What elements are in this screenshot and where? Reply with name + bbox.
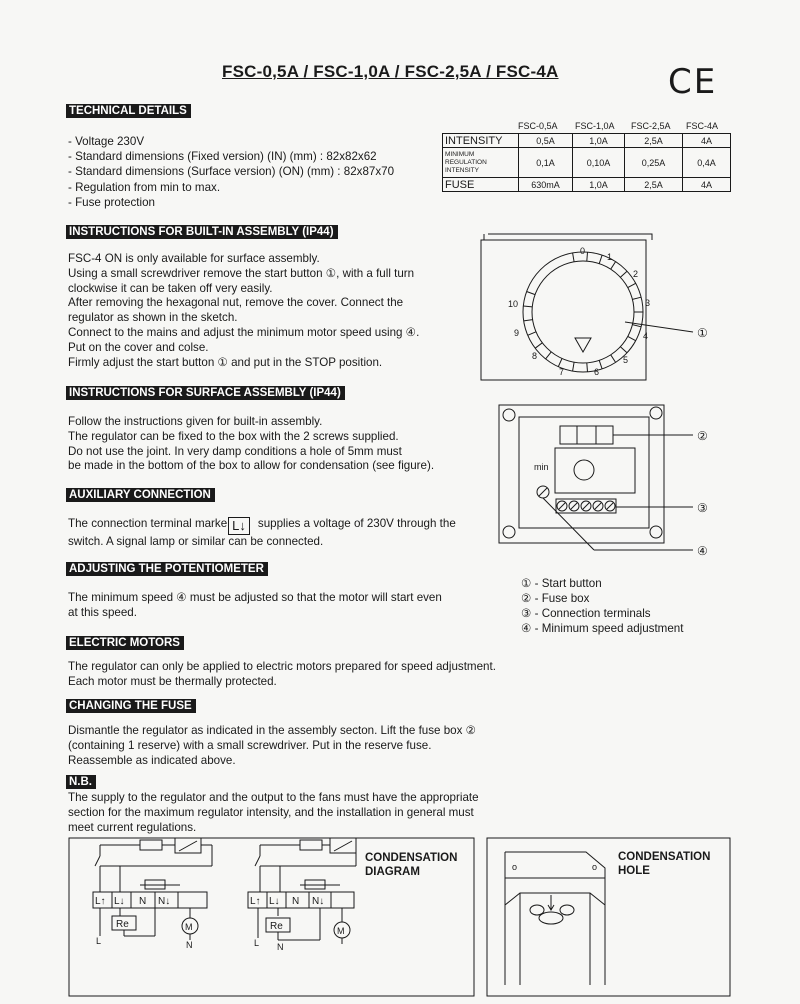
min-label: min bbox=[534, 462, 549, 472]
terminal-label: L↓ bbox=[269, 896, 280, 907]
column-header: FSC-4A bbox=[686, 121, 719, 131]
dial-tick bbox=[528, 332, 536, 336]
text-line: Do not use the joint. In very damp conditions a hole of 5mm must bbox=[68, 444, 402, 458]
terminal-letter: L bbox=[232, 518, 240, 533]
column-header: FSC-0,5A bbox=[518, 121, 558, 131]
table-cell: 4A bbox=[683, 178, 731, 192]
regulator-board-diagram bbox=[499, 405, 693, 550]
wiring-diagram-a bbox=[93, 838, 212, 940]
screw-slot bbox=[559, 503, 565, 509]
table-cell: 2,5A bbox=[625, 134, 683, 148]
spec-item: - Standard dimensions (Surface version) (ON) (mm) : 82x87x70 bbox=[68, 165, 395, 179]
dial-number: 3 bbox=[645, 298, 651, 308]
legend-item: ③ - Connection terminals bbox=[521, 607, 651, 620]
text-line: clockwise it can be taken off very easily. bbox=[68, 281, 273, 295]
spec-item: - Fuse protection bbox=[68, 195, 155, 209]
terminal-label: L↓ bbox=[114, 896, 125, 907]
text-line: Dismantle the regulator as indicated in the assembly secton. Lift the fuse box ② bbox=[68, 724, 477, 737]
dial-tick bbox=[628, 283, 636, 287]
motor-label: M bbox=[337, 926, 345, 936]
table-cell: 630mA bbox=[519, 178, 573, 192]
table-cell: 1,0A bbox=[573, 134, 625, 148]
terminal-label: N bbox=[139, 896, 147, 907]
dial-pointer-icon bbox=[575, 338, 591, 352]
legend-item: ② - Fuse box bbox=[521, 592, 590, 605]
dial-number: 6 bbox=[594, 367, 600, 377]
title-line: CONDENSATION bbox=[618, 851, 711, 863]
ce-mark: CE bbox=[668, 62, 718, 102]
dial-number: 2 bbox=[633, 269, 639, 279]
fuse-symbol bbox=[140, 840, 162, 850]
text-fragment: The connection terminal marke bbox=[68, 517, 228, 530]
text-line: section for the maximum regulator intensity, and the installation in general must bbox=[68, 805, 474, 819]
dial-tick bbox=[632, 297, 641, 299]
screw-hole-icon bbox=[503, 526, 515, 538]
text-line: The regulator can only be applied to electric motors prepared for speed adjustment. bbox=[68, 660, 496, 673]
text-line: switch. A signal lamp or similar can be connected. bbox=[68, 535, 324, 548]
terminal-label: N bbox=[292, 896, 300, 907]
row-label-line: INTENSITY bbox=[445, 166, 479, 174]
relay-label: Re bbox=[270, 921, 283, 932]
terminal-strip bbox=[248, 892, 354, 908]
dial-tick bbox=[611, 355, 616, 363]
arrow-down-icon: ↓ bbox=[239, 518, 246, 533]
screw-slot bbox=[595, 503, 601, 509]
callout-line bbox=[625, 322, 693, 332]
title-line: CONDENSATION bbox=[365, 852, 458, 864]
row-label-line: MINIMUM bbox=[445, 150, 475, 158]
terminal-label: N↓ bbox=[312, 896, 325, 907]
dial-inner-ring bbox=[532, 261, 634, 363]
text-line: (containing 1 reserve) with a small screwdriver. Put in the reserve fuse. bbox=[68, 738, 432, 752]
title-line: DIAGRAM bbox=[365, 866, 420, 878]
dial-tick bbox=[620, 271, 627, 277]
text-fragment: supplies a voltage of 230V through the bbox=[257, 517, 456, 530]
dial-ticks bbox=[523, 252, 643, 372]
condensation-hole-icon bbox=[539, 912, 563, 924]
fuse-symbol bbox=[300, 840, 322, 850]
row-label-line: REGULATION bbox=[445, 158, 487, 166]
wire-label: N bbox=[277, 942, 284, 952]
condensation-hole-frame bbox=[487, 838, 730, 996]
row-label: INTENSITY bbox=[443, 134, 519, 148]
knockout-hole-icon bbox=[530, 905, 544, 915]
heading-builtin-assembly: INSTRUCTIONS FOR BUILT-IN ASSEMBLY (IP44) bbox=[66, 225, 338, 239]
dial-tick bbox=[628, 336, 636, 340]
heading-auxiliary-connection: AUXILIARY CONNECTION bbox=[66, 488, 215, 502]
heading-nb: N.B. bbox=[66, 775, 96, 789]
junction-box-drawing bbox=[505, 852, 605, 985]
dial-tick bbox=[523, 306, 532, 307]
dial-tick bbox=[620, 347, 627, 353]
dial-number: 7 bbox=[559, 367, 565, 377]
text-line: Reassemble as indicated above. bbox=[68, 753, 236, 767]
screw-hole-icon bbox=[650, 407, 662, 419]
terminal-strip bbox=[93, 892, 207, 908]
relay-label: Re bbox=[116, 919, 129, 930]
table-cell: 2,5A bbox=[625, 178, 683, 192]
terminal-label: L↑ bbox=[95, 896, 106, 907]
board-inner-frame bbox=[519, 417, 649, 528]
text-line: Each motor must be thermally protected. bbox=[68, 674, 277, 688]
dial-tick bbox=[546, 352, 552, 359]
knockout-hole-icon bbox=[560, 905, 574, 915]
heading-surface-assembly: INSTRUCTIONS FOR SURFACE ASSEMBLY (IP44) bbox=[66, 386, 345, 400]
spec-item: - Standard dimensions (Fixed version) (IN) (mm) : 82x82x62 bbox=[68, 150, 377, 164]
dial-number: 4 bbox=[643, 331, 649, 341]
callout-label: ① bbox=[697, 326, 708, 340]
text-line: at this speed. bbox=[68, 605, 137, 619]
heading-electric-motors: ELECTRIC MOTORS bbox=[66, 636, 184, 650]
callout-label: ③ bbox=[697, 501, 708, 515]
table-cell: 0,10A bbox=[573, 148, 625, 178]
callout-label: ② bbox=[697, 429, 708, 443]
wire-label: L bbox=[96, 936, 102, 946]
start-button-knob bbox=[574, 460, 594, 480]
wire-label: L bbox=[254, 938, 260, 948]
text-line: The minimum speed ④ must be adjusted so that the motor will start even bbox=[68, 591, 442, 604]
dial-tick bbox=[587, 363, 588, 372]
terminal-label: L↑ bbox=[250, 896, 261, 907]
heading-technical-details: TECHNICAL DETAILS bbox=[66, 104, 191, 118]
dial-number: 5 bbox=[623, 355, 629, 365]
text-line: Follow the instructions given for built-in assembly. bbox=[68, 415, 323, 428]
dial-tick bbox=[558, 359, 562, 367]
dial-number: 0 bbox=[580, 246, 586, 256]
legend-item: ① - Start button bbox=[521, 577, 602, 590]
terminal-screws bbox=[557, 501, 615, 511]
dial-number: 1 bbox=[607, 252, 613, 262]
screw-slot bbox=[583, 503, 589, 509]
text-line: regulator as shown in the sketch. bbox=[68, 311, 238, 325]
dial-tick bbox=[524, 320, 533, 321]
switch-symbol bbox=[95, 856, 100, 866]
dial-tick bbox=[611, 262, 616, 270]
heading-changing-fuse: CHANGING THE FUSE bbox=[66, 699, 196, 713]
screw-slot bbox=[607, 503, 613, 509]
spec-item: - Voltage 230V bbox=[68, 135, 145, 148]
text-line: FSC-4 ON is only available for surface assembly. bbox=[68, 252, 320, 265]
screw-slot bbox=[571, 503, 577, 509]
table-cell: 0,1A bbox=[519, 148, 573, 178]
column-header: FSC-1,0A bbox=[575, 121, 615, 131]
table-cell: 4A bbox=[683, 134, 731, 148]
dial-tick bbox=[599, 255, 602, 264]
text-line: be made in the bottom of the box to allow for condensation (see figure). bbox=[68, 459, 435, 473]
wire-label: N bbox=[186, 940, 193, 950]
control-housing bbox=[555, 448, 635, 493]
screw-hole-icon bbox=[503, 409, 515, 421]
dial-tick bbox=[535, 343, 542, 348]
motor-label: M bbox=[185, 922, 193, 932]
spec-item: - Regulation from min to max. bbox=[68, 180, 221, 194]
row-label: FUSE bbox=[443, 178, 519, 192]
text-line: The regulator can be fixed to the box with the 2 screws supplied. bbox=[68, 429, 399, 443]
dial-tick bbox=[587, 252, 588, 261]
table-cell: 0,5A bbox=[519, 134, 573, 148]
screw-hole-icon bbox=[650, 526, 662, 538]
text-line: Using a small screwdriver remove the start button ①, with a full turn bbox=[68, 266, 415, 280]
dial-outer-ring bbox=[523, 252, 643, 372]
dial-number: 10 bbox=[508, 299, 519, 309]
wiring-diagram-frame bbox=[69, 838, 474, 996]
table-cell: 0,25A bbox=[625, 148, 683, 178]
dial-tick bbox=[573, 253, 575, 262]
text-line: Put on the cover and colse. bbox=[68, 340, 209, 354]
dial-tick bbox=[599, 360, 602, 369]
table-cell: 1,0A bbox=[573, 178, 625, 192]
text-line: meet current regulations. bbox=[68, 820, 197, 834]
table-cell: 0,4A bbox=[683, 148, 731, 178]
heading-adjusting-potentiometer: ADJUSTING THE POTENTIOMETER bbox=[66, 562, 268, 576]
text-line: Connect to the mains and adjust the minimum motor speed using ④. bbox=[68, 325, 420, 339]
dial-tick bbox=[527, 292, 536, 295]
callout-label: ④ bbox=[697, 544, 708, 558]
dial-tick bbox=[573, 362, 575, 371]
text-line: The supply to the regulator and the output to the fans must have the appropriate bbox=[68, 791, 479, 804]
dial-number: 8 bbox=[532, 351, 538, 361]
legend-item: ④ - Minimum speed adjustment bbox=[521, 622, 684, 635]
terminal-label: N↓ bbox=[158, 896, 171, 907]
hole-mark: o bbox=[592, 862, 598, 872]
dial-tick bbox=[632, 325, 641, 327]
switch-symbol bbox=[255, 856, 260, 866]
column-header: FSC-2,5A bbox=[631, 121, 671, 131]
page-title: FSC-0,5A / FSC-1,0A / FSC-2,5A / FSC-4A bbox=[222, 62, 559, 81]
fuse-box bbox=[560, 426, 613, 444]
text-line: Firmly adjust the start button ① and put in the STOP position. bbox=[68, 355, 383, 369]
dial-number: 9 bbox=[514, 328, 520, 338]
text-line: After removing the hexagonal nut, remove the cover. Connect the bbox=[68, 296, 404, 310]
title-line: HOLE bbox=[618, 865, 650, 877]
hole-mark: o bbox=[512, 862, 518, 872]
